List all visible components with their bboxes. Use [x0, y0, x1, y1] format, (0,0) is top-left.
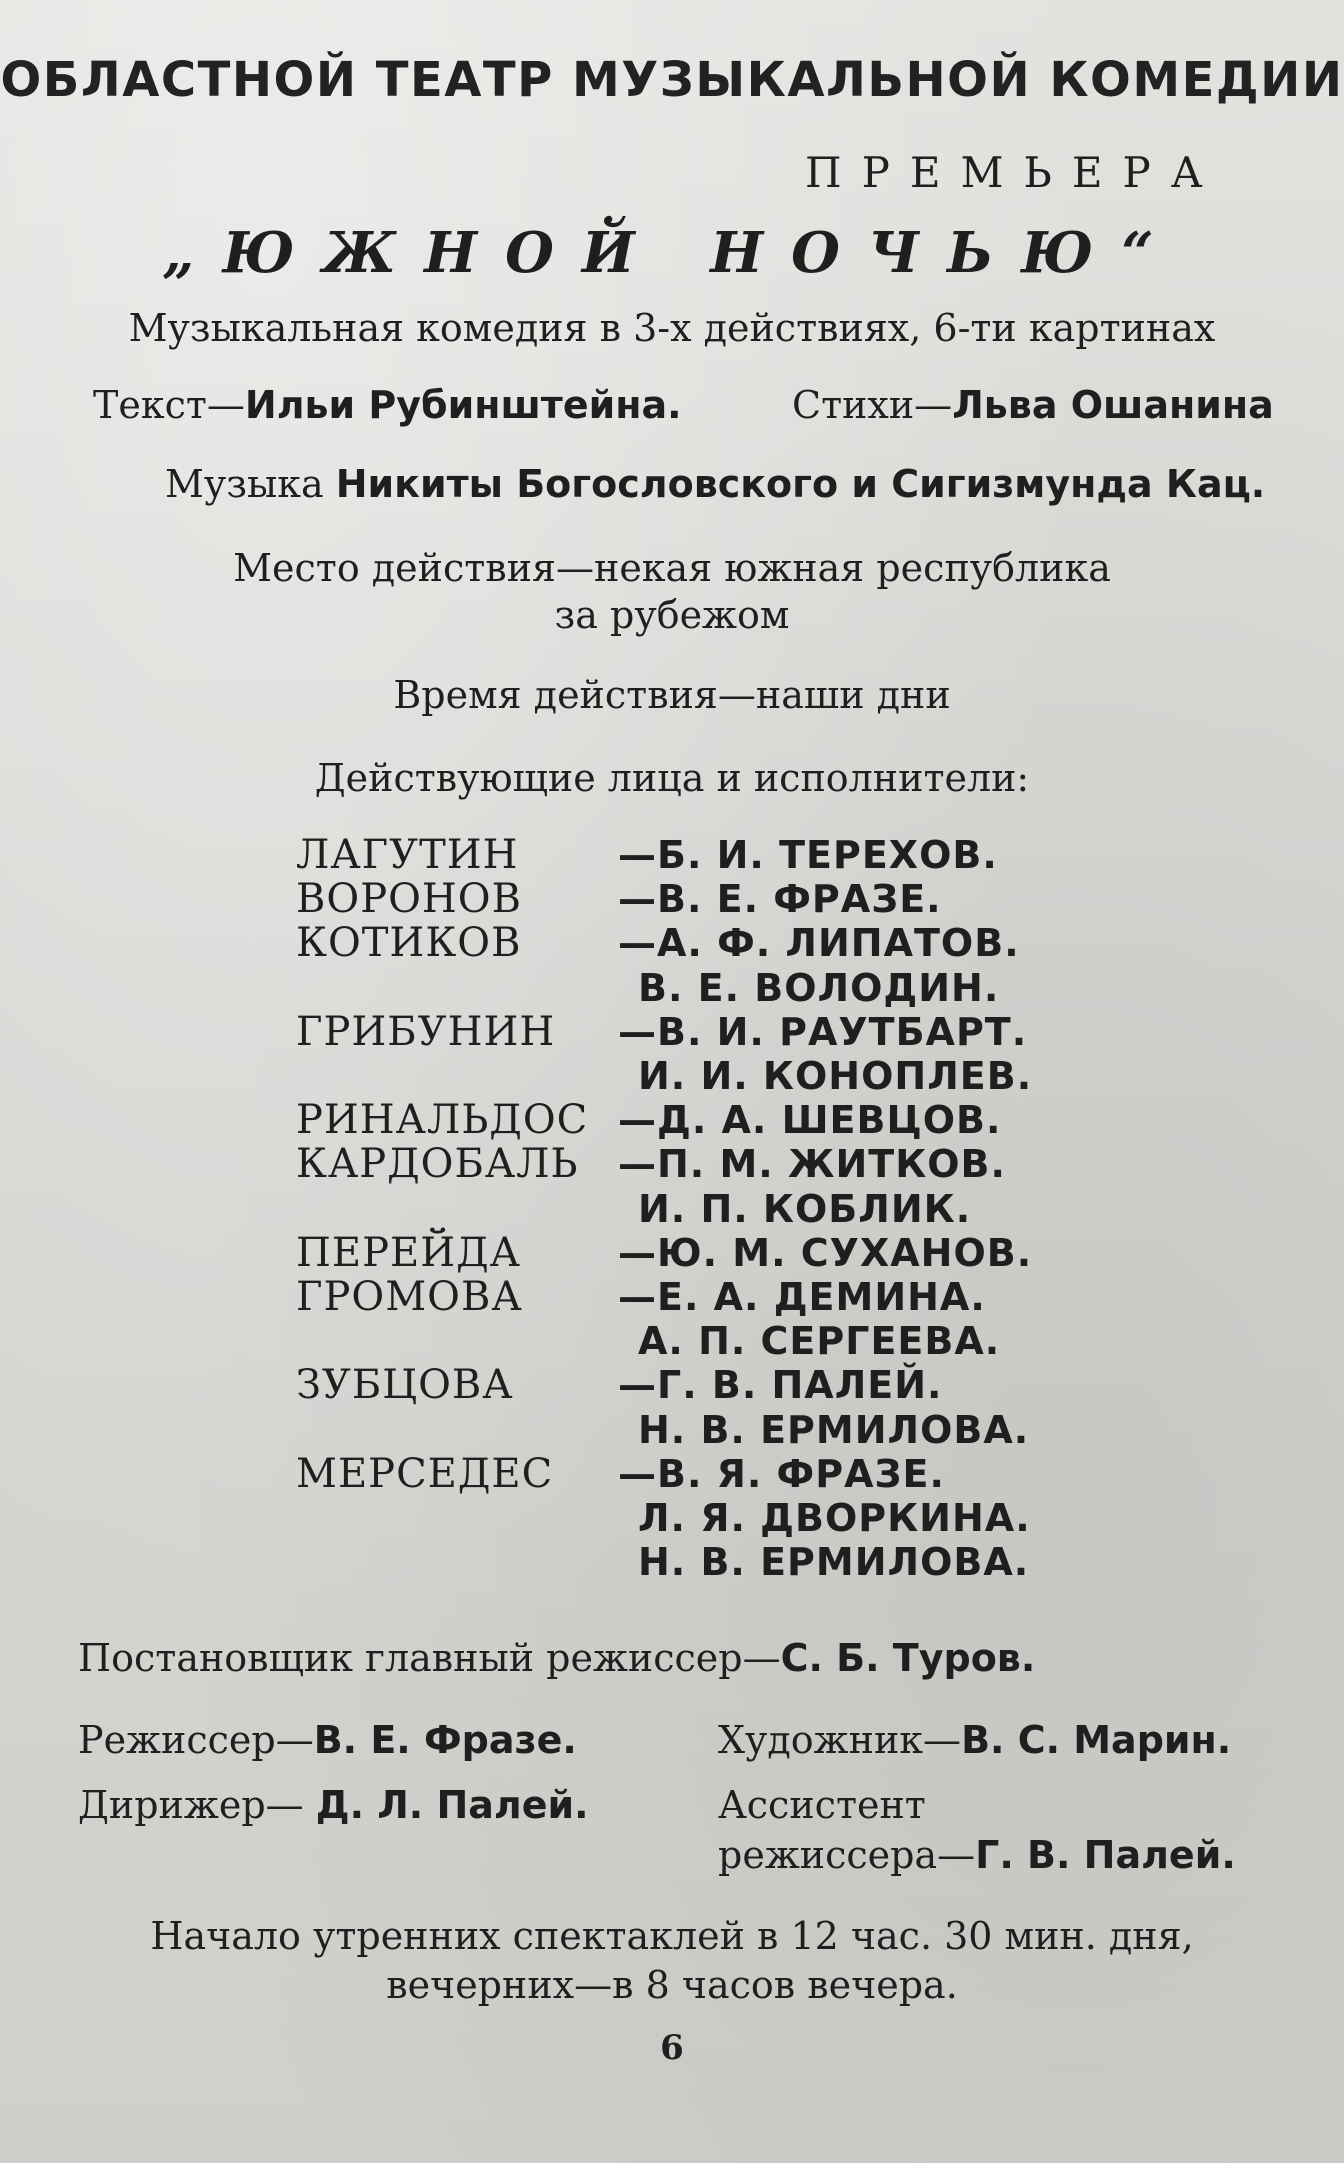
music-label: Музыка [165, 462, 336, 506]
text-author: Ильи Рубинштейна. [244, 383, 682, 427]
cast-list [296, 833, 1056, 1584]
cast-row [296, 1319, 1056, 1363]
performer-name: Н. В. ЕРМИЛОВА. [638, 1407, 1030, 1452]
performer-name: И. П. КОБЛИК. [638, 1186, 972, 1231]
lyrics-credit [792, 383, 1274, 427]
assistant-label-2: режиссера— [718, 1833, 976, 1877]
cast-row [296, 1231, 1056, 1275]
place-line-2: за рубежом [554, 593, 790, 637]
performer-name: Н. В. ЕРМИЛОВА. [638, 1540, 1030, 1585]
footer-line-2: вечерних—в 8 часов вечера. [386, 1963, 958, 2007]
performer-name: —П. М. ЖИТКОВ. [618, 1142, 1006, 1187]
footer-line-1: Начало утренних спектаклей в 12 час. 30 мин. дня, [150, 1914, 1194, 1958]
producer-label: Постановщик главный режиссер— [78, 1636, 781, 1680]
assistant-name: Г. В. Палей. [975, 1833, 1236, 1877]
text-label: Текст— [93, 383, 245, 427]
role-name: КАРДОБАЛЬ [296, 1141, 579, 1188]
lyrics-label: Стихи— [792, 383, 953, 427]
cast-row [296, 966, 1056, 1010]
performer-name: —В. Е. ФРАЗЕ. [618, 877, 942, 922]
performer-name: И. И. КОНОПЛЕВ. [638, 1054, 1033, 1099]
role-name: МЕРСЕДЕС [296, 1450, 554, 1497]
time-line: Время действия—наши дни [393, 673, 951, 717]
cast-row [296, 1540, 1056, 1584]
performer-name: —Е. А. ДЕМИНА. [618, 1274, 986, 1319]
cast-row [296, 1363, 1056, 1407]
cast-row [296, 1098, 1056, 1142]
role-name: ПЕРЕЙДА [296, 1229, 521, 1276]
conductor-label: Дирижер— [78, 1783, 316, 1827]
role-name: РИНАЛЬДОС [296, 1097, 589, 1144]
lyrics-author: Льва Ошанина [952, 383, 1274, 427]
music-authors: Никиты Богословского и Сигизмунда Кац. [335, 462, 1266, 506]
artist-credit [718, 1718, 1231, 1762]
cast-row [296, 1452, 1056, 1496]
cast-row [296, 921, 1056, 965]
performer-name: —В. Я. ФРАЗЕ. [618, 1451, 945, 1496]
cast-row [296, 1407, 1056, 1451]
performer-name: В. Е. ВОЛОДИН. [638, 965, 1000, 1010]
artist-label: Художник— [718, 1718, 962, 1762]
cast-row [296, 877, 1056, 921]
performer-name: Л. Я. ДВОРКИНА. [638, 1495, 1031, 1540]
cast-row [296, 833, 1056, 877]
performer-name: —Г. В. ПАЛЕЙ. [618, 1363, 943, 1408]
role-name: ГРИБУНИН [296, 1008, 556, 1055]
performer-name: —Б. И. ТЕРЕХОВ. [618, 833, 998, 878]
cast-row [296, 1142, 1056, 1186]
director-credit [78, 1718, 577, 1762]
text-credit [93, 383, 682, 427]
producer-credit [78, 1636, 1035, 1680]
performer-name: —А. Ф. ЛИПАТОВ. [618, 921, 1020, 966]
performer-name: А. П. СЕРГЕЕВА. [638, 1319, 1001, 1364]
director-name: В. Е. Фразе. [313, 1718, 577, 1762]
genre-line: Музыкальная комедия в 3-х действиях, 6-ти картинах [128, 306, 1216, 350]
assistant-label-1: Ассистент [718, 1783, 926, 1827]
conductor-credit [78, 1783, 589, 1827]
play-title: „ЮЖНОЙ НОЧЬЮ“ [162, 220, 1182, 286]
cast-row [296, 1275, 1056, 1319]
cast-row [296, 1187, 1056, 1231]
role-name: ВОРОНОВ [296, 876, 522, 923]
cast-heading: Действующие лица и исполнители: [314, 756, 1030, 800]
theater-heading: ОБЛАСТНОЙ ТЕАТР МУЗЫКАЛЬНОЙ КОМЕДИИ [0, 52, 1344, 108]
assistant-credit [718, 1833, 1236, 1877]
place-line-1: Место действия—некая южная республика [233, 546, 1111, 590]
music-credit [165, 462, 1265, 506]
artist-name: В. С. Марин. [961, 1718, 1232, 1762]
role-name: ЗУБЦОВА [296, 1362, 514, 1409]
producer-name: С. Б. Туров. [780, 1636, 1036, 1680]
performer-name: —Д. А. ШЕВЦОВ. [618, 1098, 1002, 1143]
cast-row [296, 1010, 1056, 1054]
performer-name: —Ю. М. СУХАНОВ. [618, 1230, 1033, 1275]
premiere-label: ПРЕМЬЕРА [805, 148, 1223, 197]
performer-name: —В. И. РАУТБАРТ. [618, 1009, 1028, 1054]
role-name: ГРОМОВА [296, 1273, 523, 1320]
cast-row [296, 1496, 1056, 1540]
role-name: ЛАГУТИН [296, 832, 519, 879]
cast-row [296, 1054, 1056, 1098]
director-label: Режиссер— [78, 1718, 314, 1762]
page-number: 6 [660, 2028, 684, 2068]
role-name: КОТИКОВ [296, 920, 522, 967]
conductor-name: Д. Л. Палей. [315, 1783, 589, 1827]
